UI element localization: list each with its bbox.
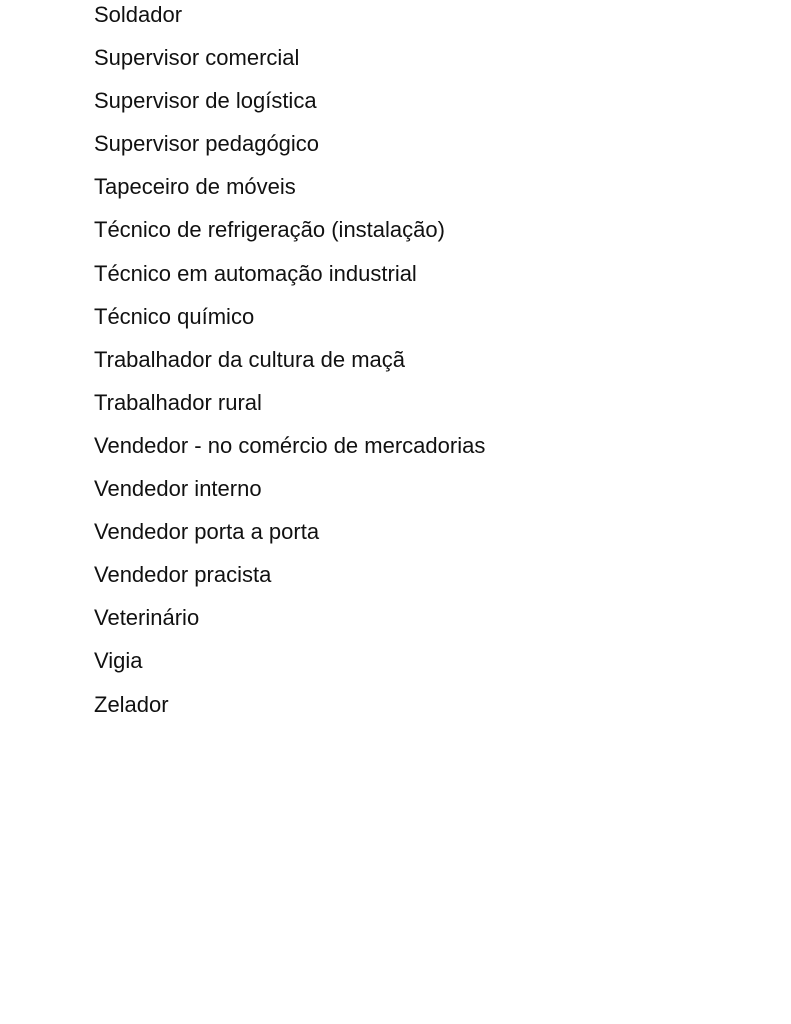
occupation-item: Supervisor pedagógico xyxy=(94,131,320,157)
occupation-item: Técnico de refrigeração (instalação) xyxy=(94,217,445,243)
occupation-item: Técnico químico xyxy=(94,303,255,329)
occupation-item: Supervisor comercial xyxy=(94,45,300,71)
occupation-item: Vendedor - no comércio de mercadorias xyxy=(94,432,486,458)
occupation-item: Supervisor de logística xyxy=(94,88,317,114)
occupation-item: Vendedor porta a porta xyxy=(94,519,320,545)
occupation-item: Trabalhador da cultura de maçã xyxy=(94,346,406,372)
occupation-item: Zelador xyxy=(94,691,169,717)
occupation-item: Vendedor pracista xyxy=(94,562,272,588)
occupation-item: Técnico em automação industrial xyxy=(94,260,417,286)
occupation-item: Tapeceiro de móveis xyxy=(94,174,296,200)
occupation-item: Vigia xyxy=(94,648,143,674)
occupation-item: Veterinário xyxy=(94,605,200,631)
occupation-item: Soldador xyxy=(94,2,183,27)
occupation-item: Trabalhador rural xyxy=(94,389,262,415)
occupation-item: Vendedor interno xyxy=(94,476,262,502)
occupation-list xyxy=(94,0,485,733)
